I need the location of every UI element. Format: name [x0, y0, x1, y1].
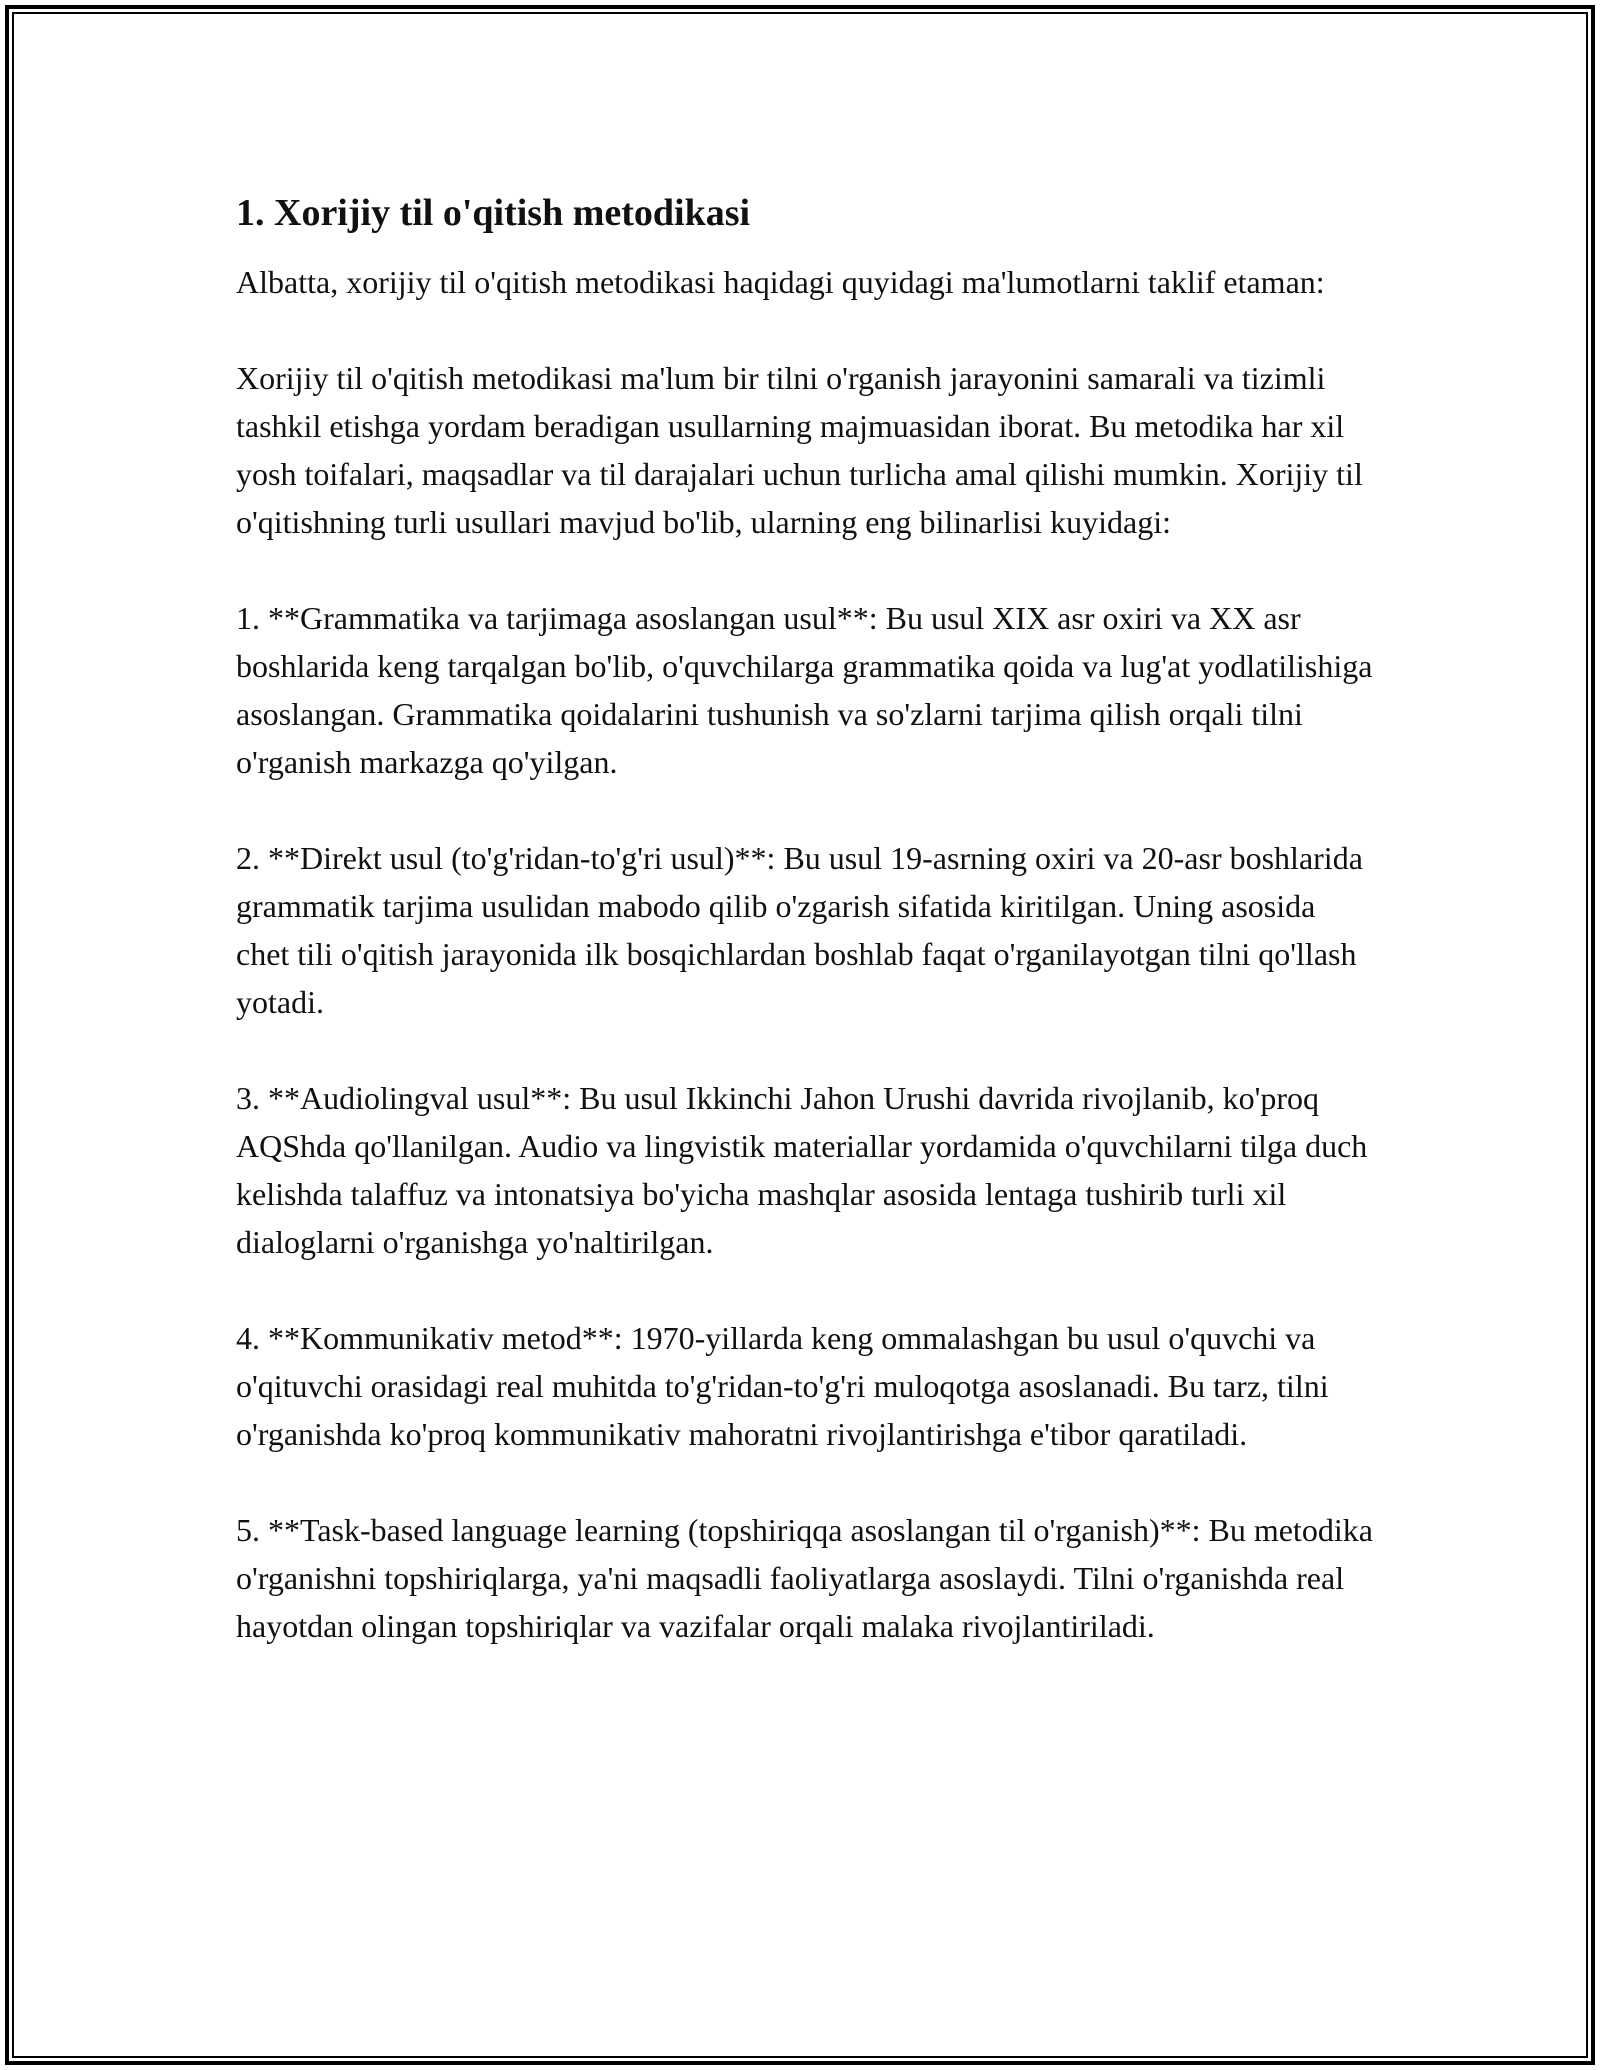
method-paragraph-grammar-translation: 1. **Grammatika va tarjimaga asoslangan usul**: Bu usul XIX asr oxiri va XX asr boshlarida keng tarqalgan bo'lib, o'quvchilarga grammatika qoida va lug'at yodlatilishiga asoslangan. Grammatika qoidalarini tushunish va so'zlarni tarjima qilish orqali tilni o'rganish markazga qo'yilgan.: [236, 600, 1373, 780]
document-body: [236, 188, 1376, 1698]
method-paragraph-communicative: 4. **Kommunikativ metod**: 1970-yillarda keng ommalashgan bu usul o'quvchi va o'qituvchi orasidagi real muhitda to'g'ridan-to'g'ri muloqotga asoslanadi. Bu tarz, tilni o'rganishda ko'proq kommunikativ mahoratni rivojlantirishga e'tibor qaratiladi.: [236, 1320, 1329, 1452]
method-paragraph-direct: 2. **Direkt usul (to'g'ridan-to'g'ri usul)**: Bu usul 19-asrning oxiri va 20-asr boshlarida grammatik tarjima usulidan mabodo qilib o'zgarish sifatida kiritilgan. Uning asosida chet tili o'qitish jarayonida ilk bosqichlardan boshlab faqat o'rganilayotgan tilni qo'llash yotadi.: [236, 840, 1363, 1020]
method-paragraph-audiolingual: 3. **Audiolingval usul**: Bu usul Ikkinchi Jahon Urushi davrida rivojlanib, ko'proq AQShda qo'llanilgan. Audio va lingvistik materiallar yordamida o'quvchilarni tilga duch kelishda talaffuz va intonatsiya bo'yicha mashqlar asosida lentaga tushirib turli xil dialoglarni o'rganishga yo'naltirilgan.: [236, 1080, 1368, 1260]
overview-paragraph: Xorijiy til o'qitish metodikasi ma'lum bir tilni o'rganish jarayonini samarali va tizimli tashkil etishga yordam beradigan usullarning majmuasidan iborat. Bu metodika har xil yosh toifalari, maqsadlar va til darajalari uchun turlicha amal qilishi mumkin. Xorijiy til o'qitishning turli usullari mavjud bo'lib, ularning eng bilinarlisi kuyidagi:: [236, 360, 1363, 540]
method-paragraph-task-based: 5. **Task-based language learning (topshiriqqa asoslangan til o'rganish)**: Bu metodika o'rganishni topshiriqlarga, ya'ni maqsadli faoliyatlarga asoslaydi. Tilni o'rganishda real hayotdan olingan topshiriqlar va vazifalar orqali malaka rivojlantiriladi.: [236, 1512, 1373, 1644]
document-heading: 1. Xorijiy til o'qitish metodikasi: [236, 192, 751, 234]
intro-paragraph: Albatta, xorijiy til o'qitish metodikasi haqidagi quyidagi ma'lumotlarni taklif etaman:: [236, 264, 1325, 300]
